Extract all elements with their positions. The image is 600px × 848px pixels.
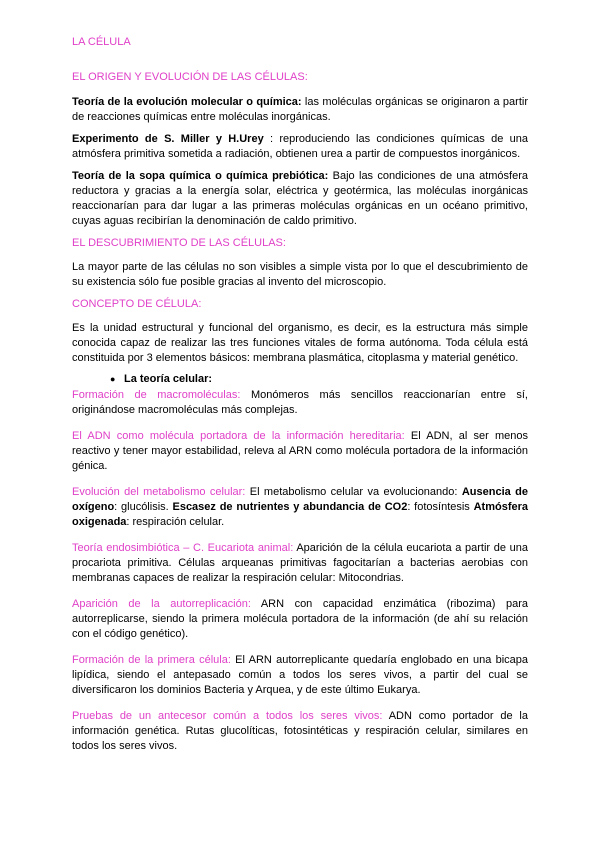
list-item (72, 429, 528, 474)
paragraph-miller-urey (72, 132, 528, 162)
item-label: Teoría endosimbiótica – C. Eucariota animal: (72, 542, 294, 554)
paragraph-text: las moléculas orgánicas se originaron a partir de reacciones químicas entre moléculas inorgánicas. (72, 96, 528, 123)
bullet-heading-text: La teoría celular: (124, 373, 213, 385)
item-text: ARN con capacidad enzimática (ribozima) para autorreplicarse, siendo la primera molécula portadora de la información (de ahí su relación con el código genético). (72, 598, 528, 640)
paragraph-text: Bajo las condiciones de una atmósfera reductora y gracias a la energía solar, eléctrica y geotérmica, las moléculas inorgánicas reaccionarían para dar lugar a las primeras moléculas orgánicas en un océano primitivo, cuyas aguas recibirían la denominación de caldo primitivo. (72, 170, 528, 227)
item-label: El ADN como molécula portadora de la información hereditaria: (72, 430, 405, 442)
document-title: LA CÉLULA (72, 36, 131, 48)
paragraph-term: Teoría de la sopa química o química prebiótica: (72, 170, 329, 182)
document-body (72, 35, 528, 754)
paragraph-term: Teoría de la evolución molecular o química: (72, 96, 302, 108)
list-item (72, 653, 528, 698)
item-text: : glucólisis. (114, 501, 173, 513)
item-label: Pruebas de un antecesor común a todos los seres vivos: (72, 710, 383, 722)
list-item (72, 541, 528, 586)
item-bold-term: Ausencia de oxígeno (72, 486, 528, 513)
paragraph-concept: Es la unidad estructural y funcional del organismo, es decir, es la estructura más simple conocida capaz de realizar las tres funciones vitales de forma autónoma. Toda célula está constituida por 3 elementos básicos: membrana plasmática, citoplasma y material genético. (72, 322, 528, 364)
item-bold-term: Escasez de nutrientes y abundancia de CO2 (172, 501, 408, 513)
section-heading-discovery: EL DESCUBRIMIENTO DE LAS CÉLULAS: (72, 237, 286, 249)
paragraph-prebiotic-soup (72, 169, 528, 229)
list-item (72, 388, 528, 418)
section-origin (72, 70, 528, 229)
list-item (72, 485, 528, 530)
section-cell-theory (72, 372, 528, 754)
item-text: : respiración celular. (126, 516, 225, 528)
cell-theory-list (72, 388, 528, 754)
section-heading-concept: CONCEPTO DE CÉLULA: (72, 298, 202, 310)
section-discovery (72, 236, 528, 290)
item-text: Aparición de la célula eucariota a partir de una procariota primitiva. Células arqueanas primitivas fagocitarían a bacterias aerobias con membranas capaces de realizar la respiración celular: Mitocondrias. (72, 542, 528, 584)
paragraph-molecular-theory (72, 95, 528, 125)
section-concept (72, 297, 528, 366)
item-label: Formación de la primera célula: (72, 654, 231, 666)
item-text: El ARN autorreplicante quedaría englobado en una bicapa lipídica, siendo el antepasado común a todos los seres vivos, a partir del cual se diversificaron los dominios Bacteria y Arquea, y de este último Eukarya. (72, 654, 528, 696)
item-text: ADN como portador de la información genética. Rutas glucolíticas, fotosintéticas y respiración celular, similares en todos los seres vivos. (72, 710, 528, 752)
item-label: Evolución del metabolismo celular: (72, 486, 246, 498)
paragraph-text: : reproduciendo las condiciones químicas de una atmósfera primitiva sometida a radiación, obtienen urea a partir de compuestos inorgánicos. (72, 133, 528, 160)
item-bold-term: Atmósfera oxigenada (72, 501, 528, 528)
item-text: : fotosíntesis (407, 501, 474, 513)
item-label: Aparición de la autorreplicación: (72, 598, 251, 610)
bullet-icon: ● (110, 374, 116, 384)
paragraph-term: Experimento de S. Miller y H.Urey (72, 133, 264, 145)
paragraph-discovery: La mayor parte de las células no son visibles a simple vista por lo que el descubrimiento de su existencia sólo fue posible gracias al invento del microscopio. (72, 261, 528, 288)
list-item (72, 709, 528, 754)
item-text: El ADN, al ser menos reactivo y tener mayor estabilidad, releva al ARN como molécula portadora de la información génica. (72, 430, 529, 472)
section-heading-origin: EL ORIGEN Y EVOLUCIÓN DE LAS CÉLULAS: (72, 71, 308, 83)
item-label: Formación de macromoléculas: (72, 389, 241, 401)
list-item (72, 597, 528, 642)
item-text: El metabolismo celular va evolucionando: (245, 486, 462, 498)
bullet-heading (72, 372, 528, 387)
item-text: Monómeros más sencillos reaccionarían entre sí, originándose macromoléculas más complejas. (72, 389, 528, 416)
